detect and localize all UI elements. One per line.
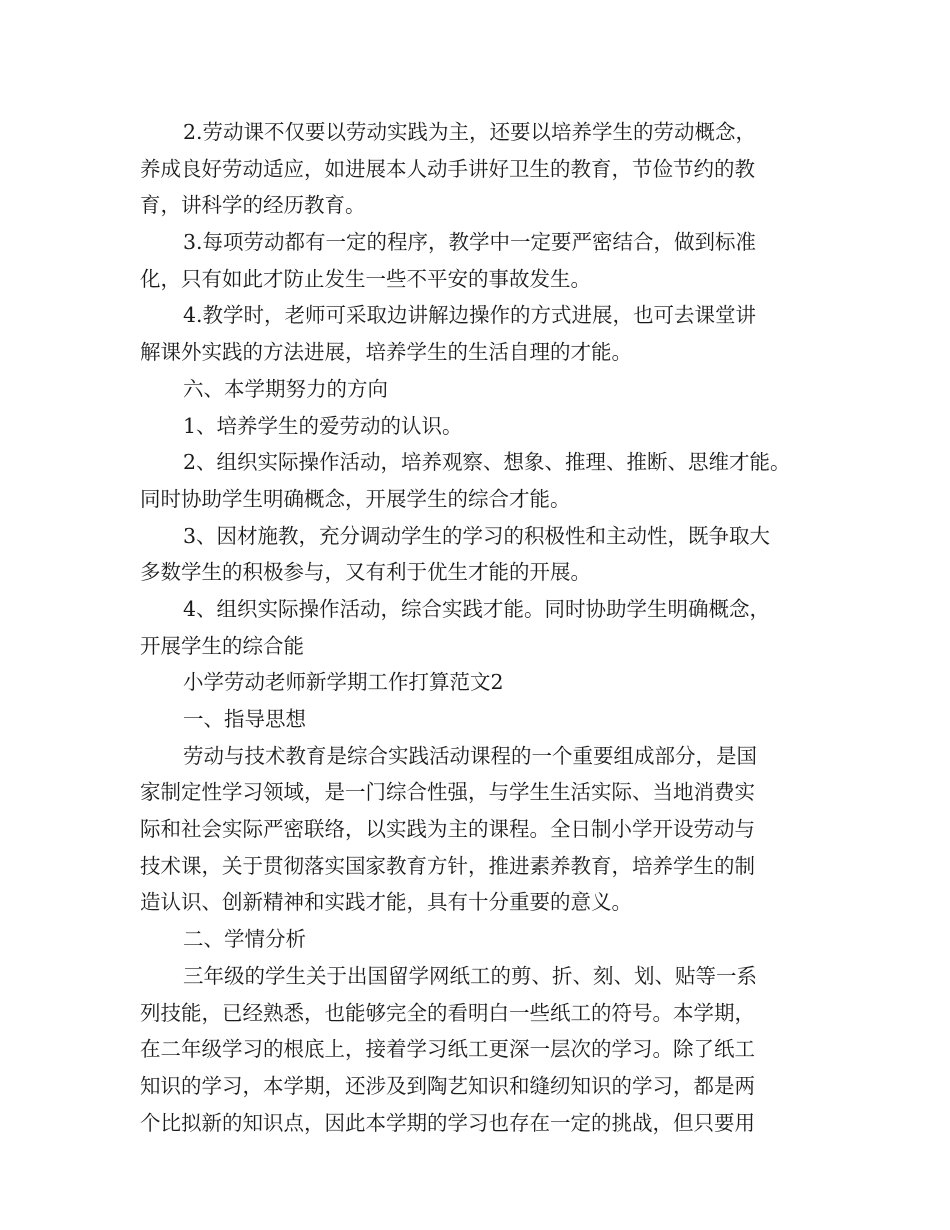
text-line: 列技能，已经熟悉，也能够完全的看明白一些纸工的符号。本学期， — [140, 1000, 755, 1025]
text-line: 技术课，关于贯彻落实国家教育方针，推进素养教育，培养学生的制 — [140, 853, 755, 878]
text-line: 解课外实践的方法进展，培养学生的生活自理的才能。 — [140, 340, 632, 365]
text-line: 劳动与技术教育是综合实践活动课程的一个重要组成部分，是国 — [183, 743, 757, 768]
text-line: 多数学生的积极参与，又有利于优生才能的开展。 — [140, 560, 591, 585]
text-line: 同时协助学生明确概念，开展学生的综合才能。 — [140, 486, 571, 511]
text-line: 开展学生的综合能 — [140, 633, 304, 658]
text-line: 一、指导思想 — [183, 707, 306, 731]
text-line: 4、组织实际操作活动，综合实践才能。同时协助学生明确概念， — [183, 596, 771, 621]
text-line: 际和社会实际严密联络，以实践为主的课程。全日制小学开设劳动与 — [140, 817, 755, 842]
text-line: 知识的学习，本学期，还涉及到陶艺知识和缝纫知识的学习，都是两 — [140, 1073, 755, 1098]
text-line: 六、本学期努力的方向 — [183, 376, 388, 401]
text-line: 二、学情分析 — [183, 927, 306, 952]
text-line: 1、培养学生的爱劳动的认识。 — [183, 413, 463, 438]
text-line: 3.每项劳动都有一定的程序，教学中一定要严密结合，做到标准 — [183, 230, 757, 255]
text-line: 育，讲科学的经历教育。 — [140, 193, 366, 218]
text-line: 4.教学时，老师可采取边讲解边操作的方式进展，也可去课堂讲 — [183, 303, 757, 328]
text-line: 造认识、创新精神和实践才能，具有十分重要的意义。 — [140, 890, 632, 915]
text-line: 家制定性学习领域，是一门综合性强，与学生生活实际、当地消费实 — [140, 780, 755, 805]
text-line: 在二年级学习的根底上，接着学习纸工更深一层次的学习。除了纸工 — [140, 1037, 755, 1062]
text-line: 3、因材施教，充分调动学生的学习的积极性和主动性，既争取大 — [183, 523, 771, 548]
text-line: 个比拟新的知识点，因此本学期的学习也存在一定的挑战，但只要用 — [140, 1110, 755, 1135]
text-line: 2、组织实际操作活动，培养观察、想象、推理、推断、思维才能。 — [183, 450, 791, 475]
text-line: 养成良好劳动适应，如进展本人动手讲好卫生的教育，节俭节约的教 — [140, 156, 755, 181]
document-body — [140, 114, 830, 1141]
text-line: 三年级的学生关于出国留学网纸工的剪、折、刻、划、贴等一系 — [183, 963, 757, 988]
text-line: 小学劳动老师新学期工作打算范文2 — [183, 670, 504, 695]
text-line: 2.劳动课不仅要以劳动实践为主，还要以培养学生的劳动概念， — [183, 120, 757, 144]
text-line: 化，只有如此才防止发生一些不平安的事故发生。 — [140, 266, 591, 291]
